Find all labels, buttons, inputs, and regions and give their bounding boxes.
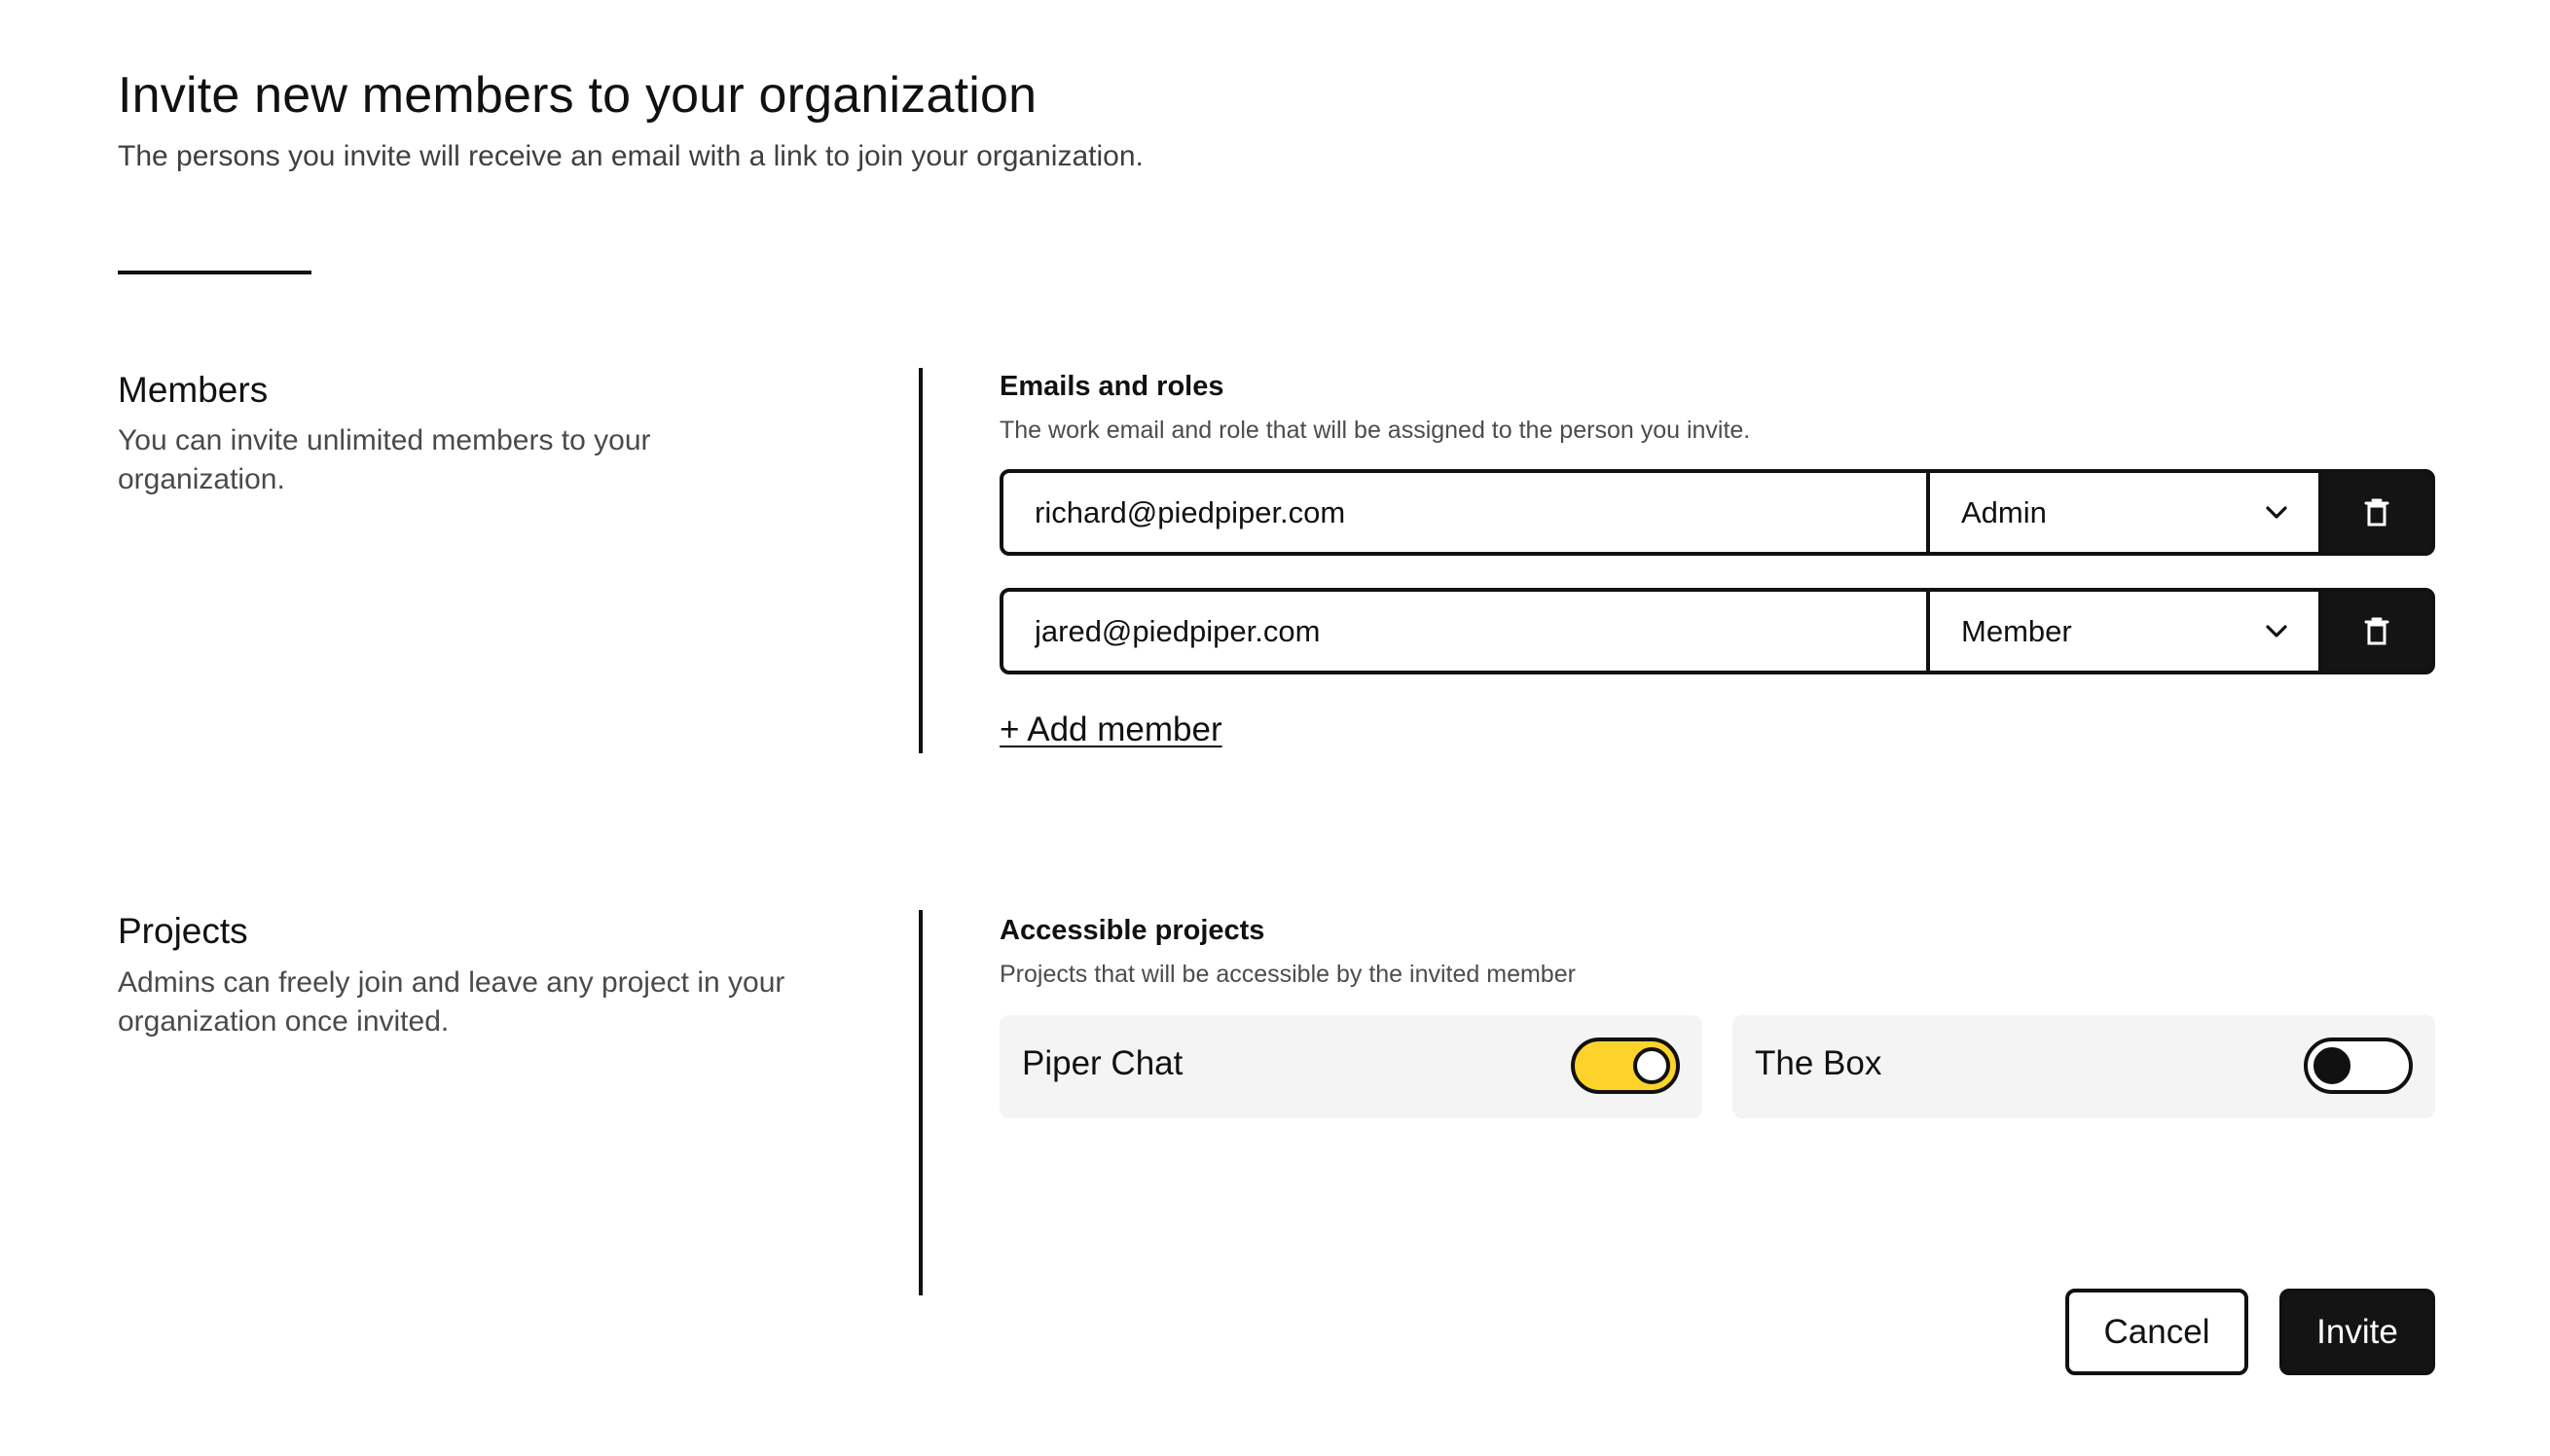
members-section-divider: [919, 368, 923, 753]
role-select[interactable]: [1926, 469, 2318, 556]
trash-icon: [2364, 617, 2389, 646]
role-select[interactable]: [1926, 588, 2318, 674]
toggle-knob: [1633, 1047, 1670, 1084]
delete-member-button[interactable]: [2318, 588, 2435, 674]
cancel-button[interactable]: Cancel: [2065, 1289, 2248, 1375]
role-select-value: Admin: [1961, 494, 2047, 529]
project-name: Piper Chat: [1022, 1044, 1184, 1082]
chevron-down-icon: [2264, 619, 2289, 644]
member-row: [1000, 469, 2435, 556]
projects-heading: Projects: [118, 911, 248, 951]
invite-button[interactable]: Invite: [2279, 1289, 2435, 1375]
delete-member-button[interactable]: [2318, 469, 2435, 556]
email-input[interactable]: [1000, 469, 1930, 556]
emails-roles-label: Emails and roles: [1000, 371, 1224, 402]
project-card-piper-chat: [1000, 1015, 1702, 1118]
accessible-projects-help: Projects that will be accessible by the invited member: [1000, 961, 1576, 988]
trash-icon: [2364, 498, 2389, 528]
project-card-the-box: [1732, 1015, 2435, 1118]
members-description: You can invite unlimited members to your organization.: [118, 424, 651, 495]
project-toggle[interactable]: [2304, 1037, 2413, 1094]
page-subtitle: The persons you invite will receive an email with a link to join your organization.: [118, 140, 1144, 172]
project-name: The Box: [1755, 1044, 1882, 1082]
email-input[interactable]: [1000, 588, 1930, 674]
projects-section-divider: [919, 910, 923, 1295]
project-toggle[interactable]: [1571, 1037, 1680, 1094]
toggle-knob: [2313, 1047, 2350, 1084]
emails-roles-help: The work email and role that will be assigned to the person you invite.: [1000, 417, 1751, 444]
add-member-link[interactable]: + Add member: [1000, 710, 1222, 748]
page-title: Invite new members to your organization: [118, 67, 1038, 124]
role-select-value: Member: [1961, 613, 2072, 648]
header-divider: [118, 271, 311, 274]
members-heading: Members: [118, 370, 269, 410]
member-row: [1000, 588, 2435, 674]
projects-description: Admins can freely join and leave any project in your organization once invited.: [118, 966, 785, 1037]
accessible-projects-label: Accessible projects: [1000, 915, 1265, 946]
chevron-down-icon: [2264, 500, 2289, 526]
